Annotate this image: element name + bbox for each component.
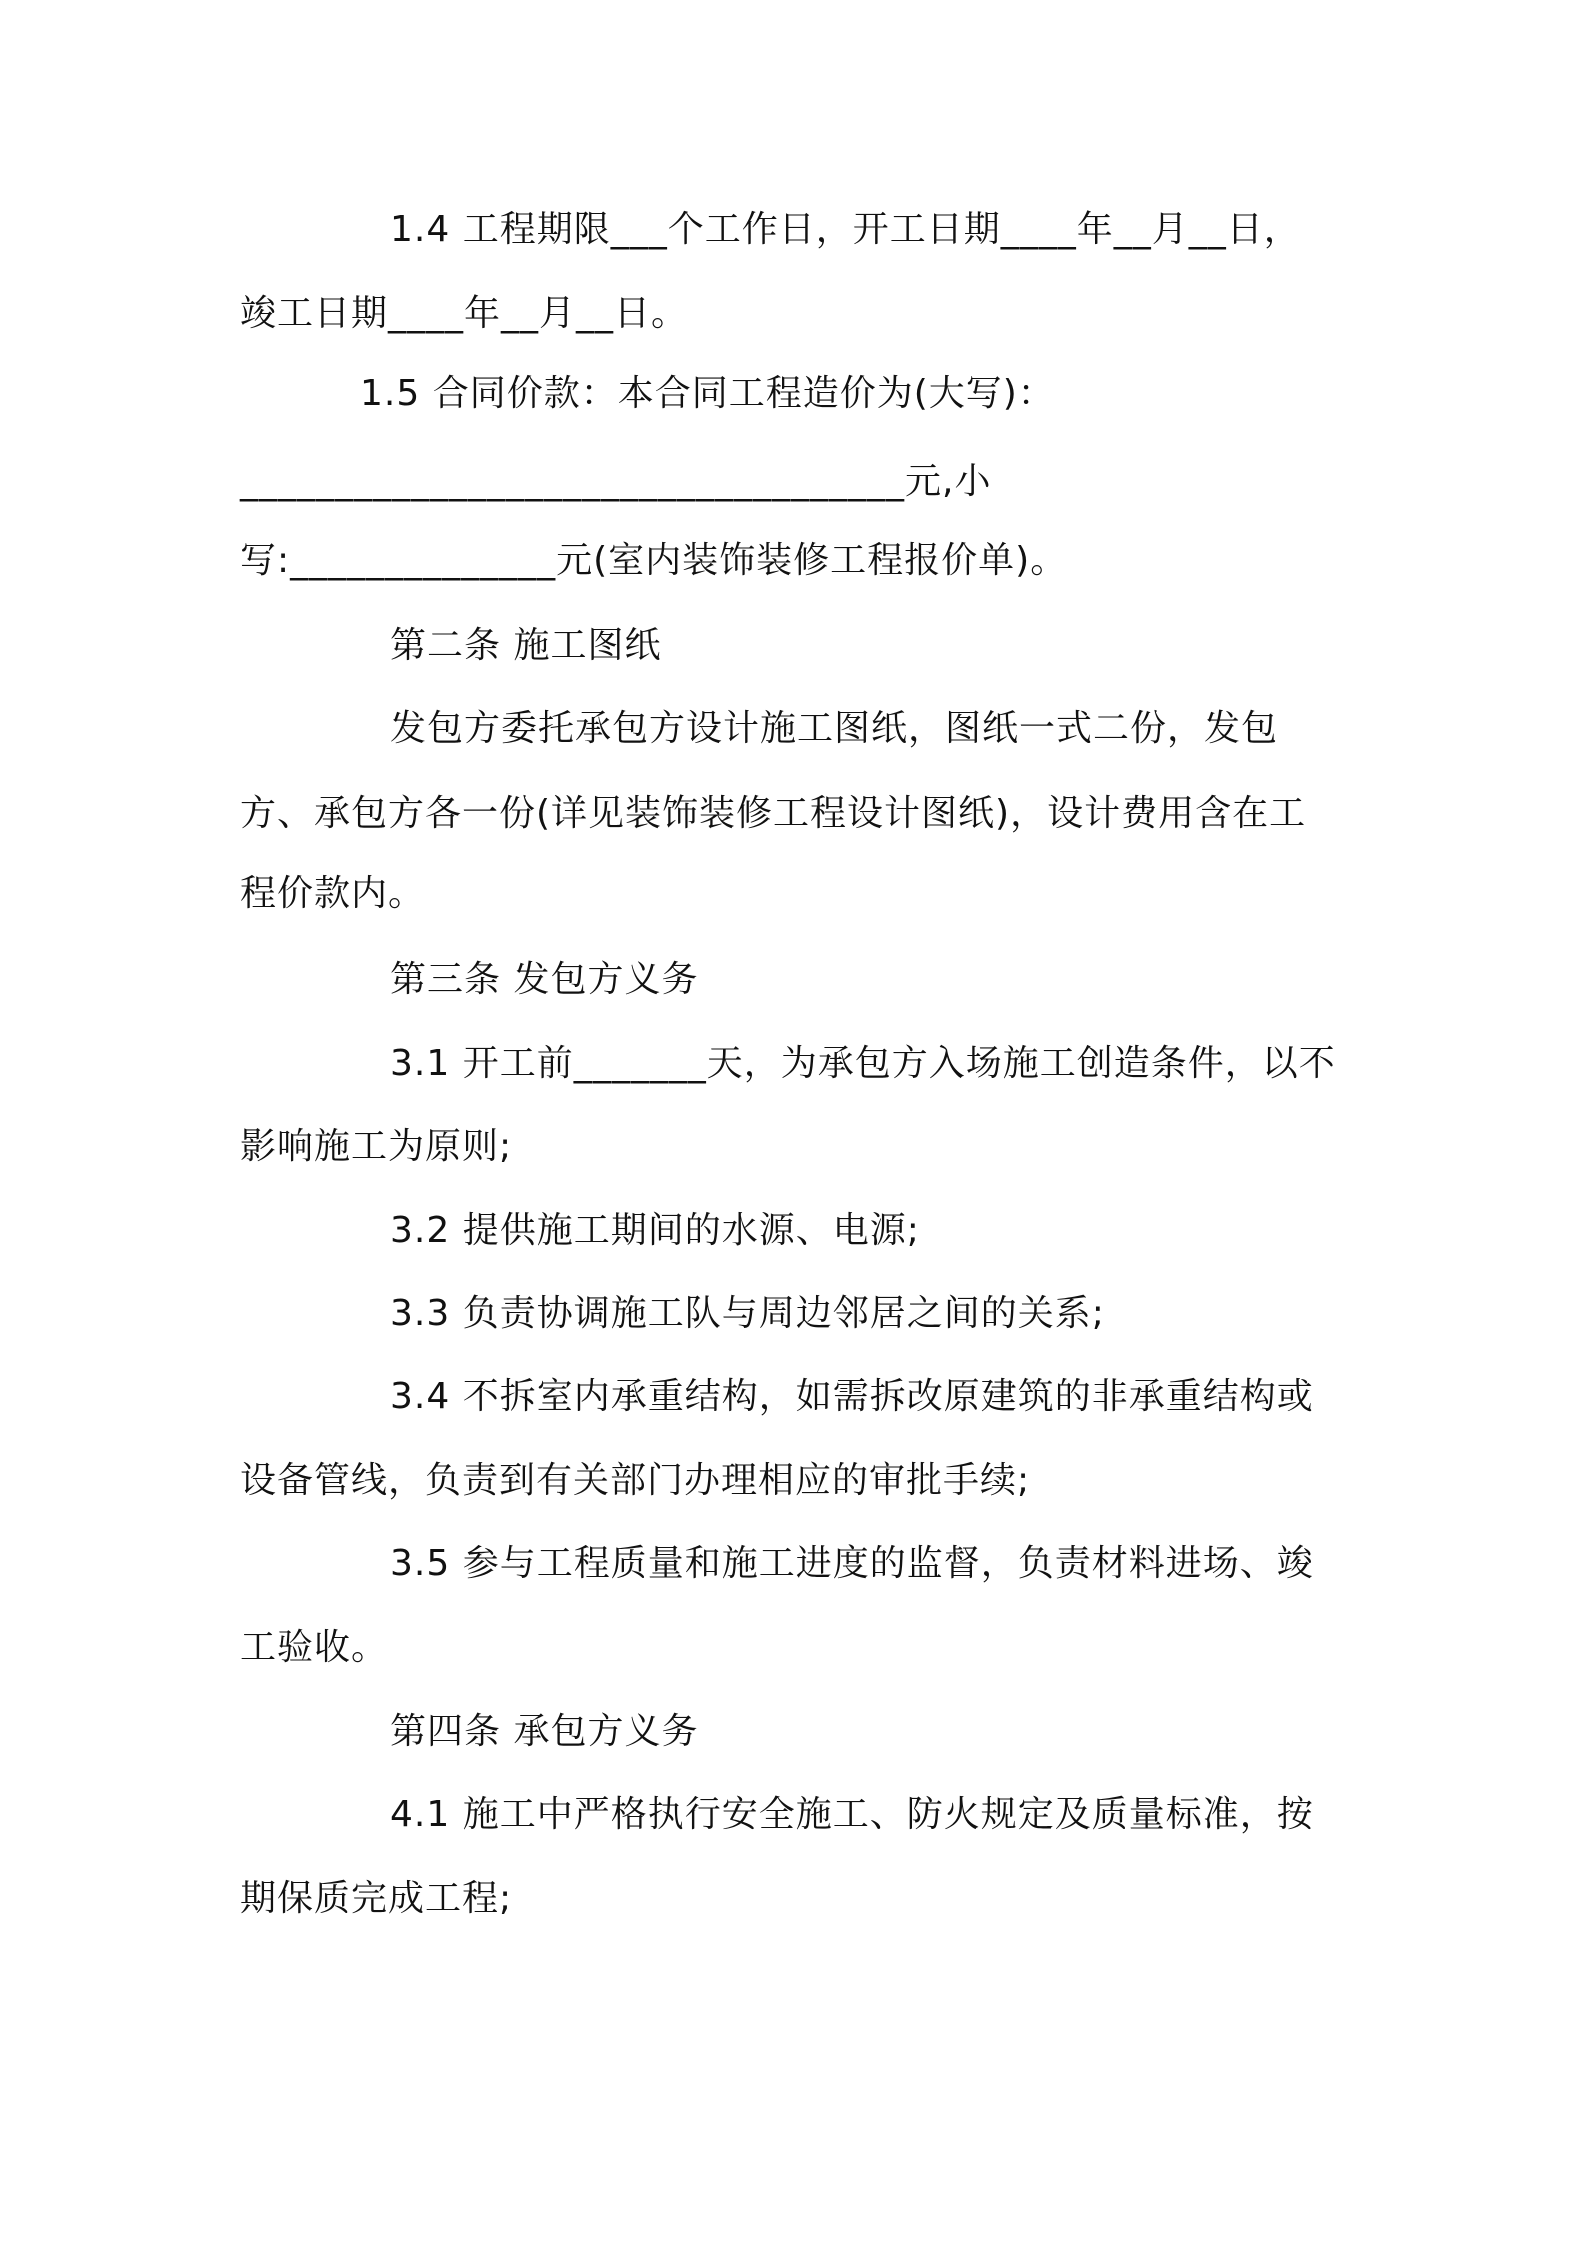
clause-3-1-line-2: 影响施工为原则; <box>240 1126 513 1167</box>
clause-1-4-line-1: 1.4 工程期限___个工作日，开工日期____年__月__日， <box>390 209 1301 250</box>
article-4-heading: 第四条 承包方义务 <box>390 1711 699 1752</box>
clause-3-5-line-1: 3.5 参与工程质量和施工进度的监督，负责材料进场、竣 <box>390 1543 1314 1584</box>
clause-3-4-line-1: 3.4 不拆室内承重结构，如需拆改原建筑的非承重结构或 <box>390 1376 1314 1417</box>
clause-1-5-line-3: 写:______________元(室内装饰装修工程报价单)。 <box>240 540 1068 581</box>
clause-3-2: 3.2 提供施工期间的水源、电源; <box>390 1210 920 1251</box>
clause-1-5-line-2: ___________________________________元,小 <box>240 461 992 502</box>
article-2-para-line-1: 发包方委托承包方设计施工图纸，图纸一式二份，发包 <box>390 708 1279 749</box>
clause-3-5-line-2: 工验收。 <box>240 1627 389 1668</box>
clause-3-1-line-1: 3.1 开工前_______天，为承包方入场施工创造条件，以不 <box>390 1043 1336 1084</box>
clause-1-4-line-2: 竣工日期____年__月__日。 <box>240 293 689 334</box>
article-2-para-line-2: 方、承包方各一份(详见装饰装修工程设计图纸)，设计费用含在工 <box>240 793 1307 834</box>
clause-4-1-line-1: 4.1 施工中严格执行安全施工、防火规定及质量标准，按 <box>390 1794 1314 1835</box>
article-2-heading: 第二条 施工图纸 <box>390 625 662 666</box>
clause-3-4-line-2: 设备管线，负责到有关部门办理相应的审批手续; <box>240 1460 1031 1501</box>
clause-1-5-line-1: 1.5 合同价款：本合同工程造价为(大写)： <box>360 373 1055 414</box>
article-3-heading: 第三条 发包方义务 <box>390 959 699 1000</box>
article-2-para-line-3: 程价款内。 <box>240 873 426 914</box>
clause-4-1-line-2: 期保质完成工程; <box>240 1878 513 1919</box>
clause-3-3: 3.3 负责协调施工队与周边邻居之间的关系; <box>390 1293 1105 1334</box>
